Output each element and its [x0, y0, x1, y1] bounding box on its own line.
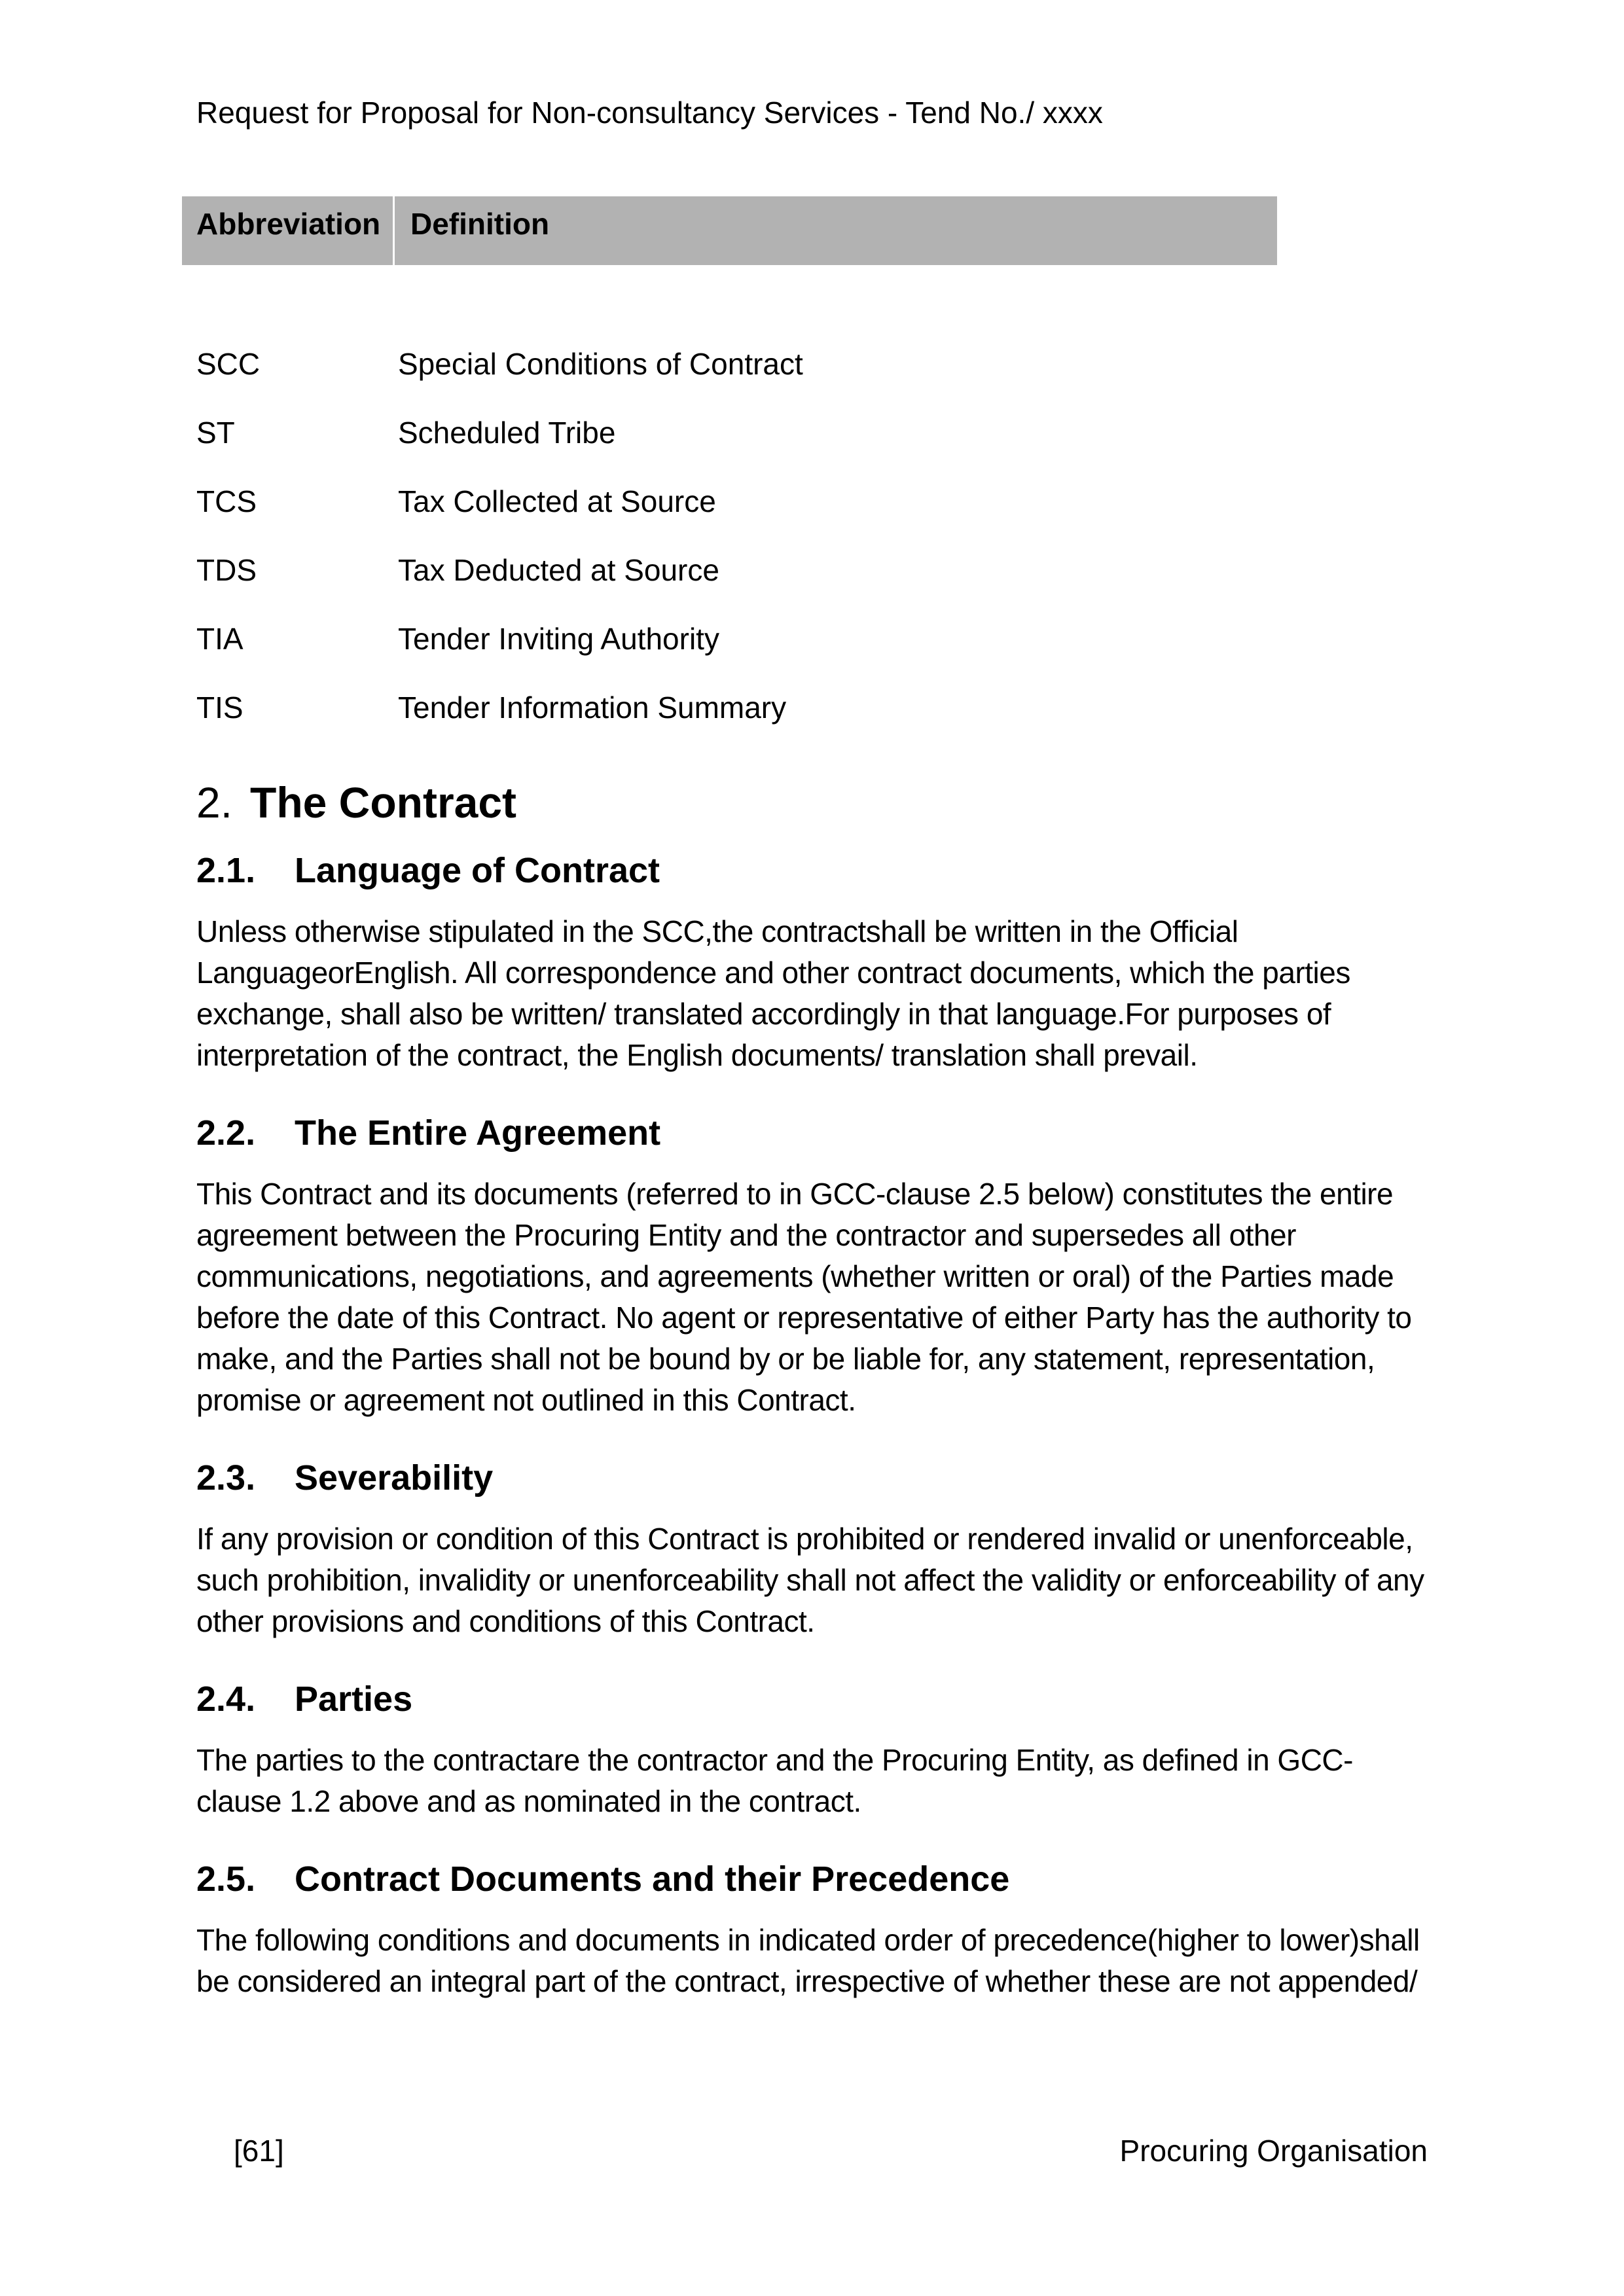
subsection-number: 2.5.	[196, 1859, 256, 1899]
abbreviation-cell: TDS	[196, 552, 257, 587]
section-title: The Contract	[250, 778, 517, 827]
definition-cell: Tax Deducted at Source	[398, 552, 719, 587]
subsection-heading-2-1	[196, 851, 1428, 890]
table-row	[182, 673, 1277, 742]
abbreviation-cell: TCS	[196, 484, 257, 518]
section-number: 2.	[196, 778, 233, 827]
subsection-number: 2.3.	[196, 1458, 256, 1498]
page-number: [61]	[234, 2134, 284, 2168]
subsection-paragraph-2-5: The following conditions and documents in indicated order of precedence(higher to lower)shall be considered an integral part of the contract, irrespective of whether these are not appended/	[196, 1923, 1420, 1998]
subsection-paragraph-2-2: This Contract and its documents (referred to in GCC-clause 2.5 below) constitutes the entire agreement between the Procuring Entity and the contractor and supersedes all other communications, negotiations, and agreements (whether written or oral) of the Parties made before the date of this Contract. No agent or representative of either Party has the authority to make, and the Parties shall not be bound by or be liable for, any statement, representation, promise or agreement not outlined in this Contract.	[196, 1177, 1412, 1417]
footer-organisation-label: Procuring Organisation	[1119, 2134, 1428, 2168]
subsection-heading-2-3	[196, 1458, 1428, 1498]
subsection-heading-2-2	[196, 1113, 1428, 1153]
column-header-definition: Definition	[410, 207, 550, 241]
definition-cell: Tender Inviting Authority	[398, 621, 719, 656]
table-row	[182, 604, 1277, 673]
page-footer	[196, 2132, 1428, 2169]
abbreviations-table	[182, 196, 1277, 742]
table-header-row	[182, 196, 1277, 265]
subsection-title: Parties	[295, 1679, 413, 1719]
subsection-heading-2-4	[196, 1679, 1428, 1719]
subsection-paragraph-2-3: If any provision or condition of this Contract is prohibited or rendered invalid or unenforceable, such prohibition, invalidity or unenforceability shall not affect the validity or enforceability of any other provisions and conditions of this Contract.	[196, 1522, 1424, 1638]
subsection-number: 2.2.	[196, 1113, 256, 1153]
table-body	[182, 329, 1277, 742]
subsection-paragraph-2-1: Unless otherwise stipulated in the SCC,the contractshall be written in the Official LanguageorEnglish. All correspondence and other contract documents, which the parties exchange, shall also be written/ translated accordingly in that language.For purposes of interpretation of the contract, the English documents/ translation shall prevail.	[196, 914, 1350, 1072]
subsection-title: Severability	[295, 1458, 494, 1498]
abbreviation-cell: TIS	[196, 690, 244, 725]
subsection-paragraph-2-4: The parties to the contractare the contractor and the Procuring Entity, as defined in GCC-clause 1.2 above and as nominated in the contract.	[196, 1743, 1353, 1818]
subsection-heading-2-5	[196, 1859, 1428, 1899]
table-row	[182, 398, 1277, 467]
table-row	[182, 535, 1277, 604]
abbreviation-cell: TIA	[196, 621, 244, 656]
page-header: Request for Proposal for Non-consultancy Services - Tend No./ xxxx	[196, 96, 1103, 130]
abbreviation-cell: SCC	[196, 346, 261, 381]
subsection-title: Language of Contract	[295, 851, 660, 890]
abbreviation-cell: ST	[196, 415, 235, 450]
table-row	[182, 467, 1277, 535]
subsection-number: 2.1.	[196, 851, 256, 890]
column-header-abbreviation: Abbreviation	[182, 196, 395, 265]
subsection-title: Contract Documents and their Precedence	[295, 1859, 1010, 1899]
section-heading-2	[196, 778, 1428, 827]
subsection-number: 2.4.	[196, 1679, 256, 1719]
definition-cell: Tender Information Summary	[398, 690, 787, 725]
table-row	[182, 329, 1277, 398]
subsection-title: The Entire Agreement	[295, 1113, 661, 1153]
definition-cell: Scheduled Tribe	[398, 415, 616, 450]
definition-cell: Tax Collected at Source	[398, 484, 716, 518]
definition-cell: Special Conditions of Contract	[398, 346, 803, 381]
